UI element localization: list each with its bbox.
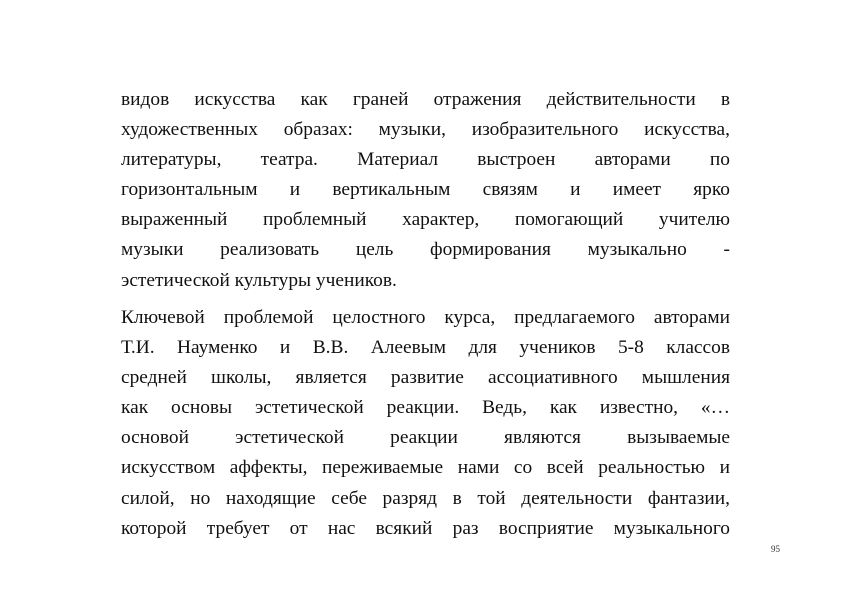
text-line: которой требует от нас всякий раз восприятие музыкального [121,517,730,539]
paragraph-1 [121,85,730,296]
page-number: 95 [771,544,780,554]
text-line: средней школы, является развитие ассоциативного мышления [121,367,730,389]
text-line: видов искусства как граней отражения действительности в [121,89,730,110]
text-line: силой, но находящие себе разряд в той деятельности фантазии, [121,487,730,509]
text-line: литературы, театра. Материал выстроен авторами по [121,149,730,171]
text-line: горизонтальным и вертикальным связям и имеет ярко [121,179,730,201]
text-line: искусством аффекты, переживаемые нами со всей реальностью и [121,457,730,479]
text-line: основой эстетической реакции являются вызываемые [121,427,730,449]
text-line: музыки реализовать цель формирования музыкально - [121,239,730,261]
text-line: Ключевой проблемой целостного курса, предлагаемого авторами [121,307,730,328]
text-line: как основы эстетической реакции. Ведь, как известно, «… [121,397,730,419]
text-line: эстетической культуры учеников. [121,269,397,291]
text-line: Т.И. Науменко и В.В. Алеевым для учеников 5-8 классов [121,337,730,359]
text-line: выраженный проблемный характер, помогающий учителю [121,209,730,231]
text-line: художественных образах: музыки, изобразительного искусства, [121,119,730,141]
paragraph-2 [121,303,730,544]
